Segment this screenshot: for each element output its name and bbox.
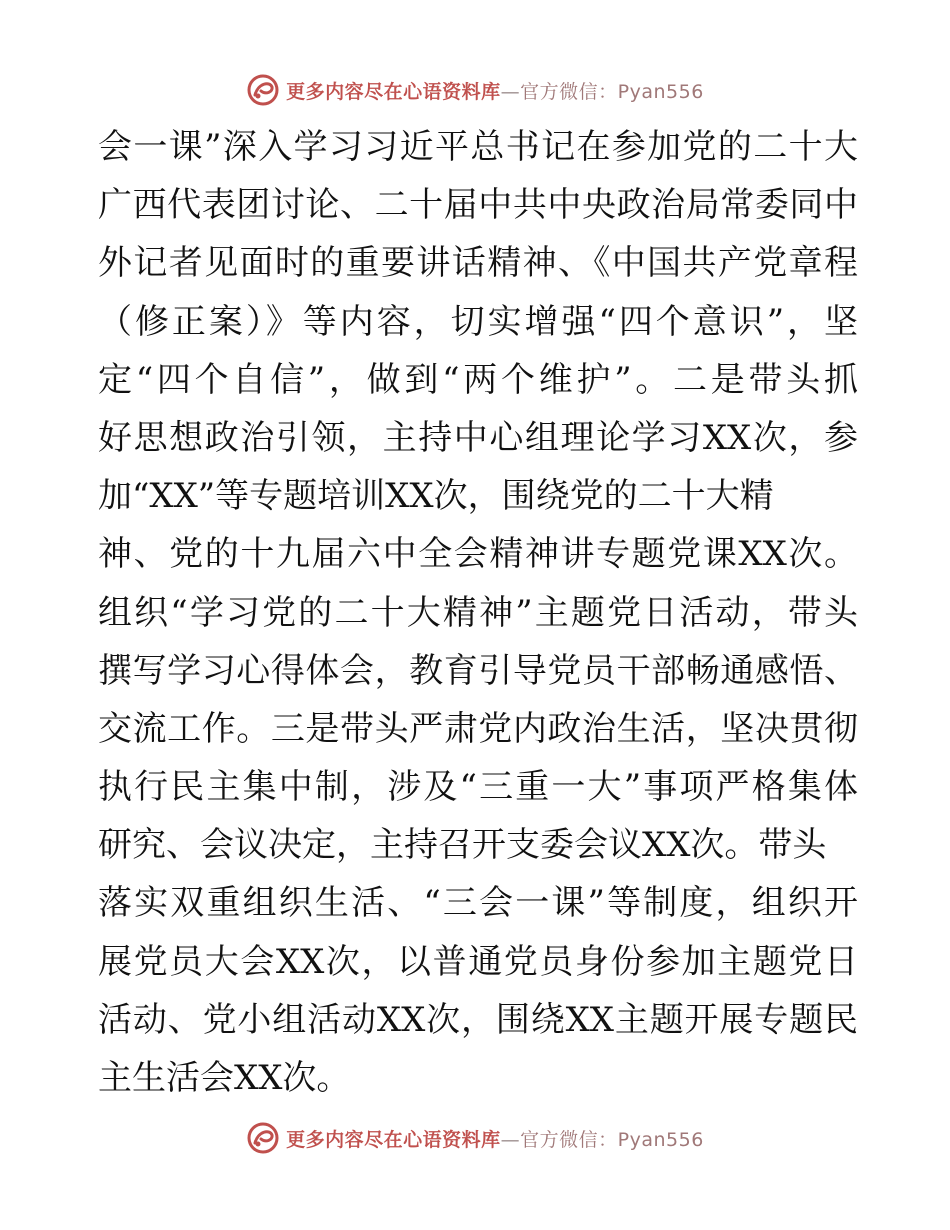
text-line: 落实双重组织生活、“三会一课”等制度，组织开 bbox=[98, 883, 858, 924]
text-line: 组织“学习党的二十大精神”主题党日活动，带头 bbox=[98, 592, 858, 633]
text-line: 定“四个自信”，做到“两个维护”。二是带头抓 bbox=[98, 359, 858, 400]
text-line: 展党员大会XX次，以普通党员身份参加主题党日 bbox=[98, 941, 858, 982]
text-line: 执行民主集中制，涉及“三重一大”事项严格集体 bbox=[98, 767, 858, 808]
banner-contact: 官方微信：Pyan556 bbox=[520, 1128, 704, 1151]
text-line: 交流工作。三是带头严肃党内政治生活，坚决贯彻 bbox=[98, 708, 858, 749]
banner-brand: 更多内容尽在心语资料库 bbox=[286, 1128, 501, 1151]
text-line: 加“XX”等专题培训XX次，围绕党的二十大精 bbox=[98, 476, 774, 517]
text-line: 撰写学习心得体会，教育引导党员干部畅通感悟、 bbox=[98, 650, 858, 691]
document-body bbox=[98, 118, 858, 1107]
text-line: 好思想政治引领，主持中心组理论学习XX次，参 bbox=[98, 417, 858, 458]
text-line: 主生活会XX次。 bbox=[98, 1058, 351, 1098]
banner-separator: — bbox=[500, 80, 521, 103]
text-line: 广西代表团讨论、二十届中共中央政治局常委同中 bbox=[98, 185, 858, 226]
header-banner bbox=[0, 70, 950, 110]
banner-text bbox=[286, 77, 704, 104]
text-line: 神、党的十九届六中全会精神讲专题党课XX次。 bbox=[98, 534, 858, 575]
text-line: 外记者见面时的重要讲话精神、《中国共产党章程 bbox=[98, 243, 858, 284]
text-line: （修正案）》等内容，切实增强“四个意识”，坚 bbox=[98, 301, 858, 342]
swirl-logo-icon bbox=[246, 1121, 280, 1155]
text-line: 会一课”深入学习习近平总书记在参加党的二十大 bbox=[98, 127, 858, 167]
banner-separator: — bbox=[500, 1128, 521, 1151]
text-line: 活动、党小组活动XX次，围绕XX主题开展专题民 bbox=[98, 999, 858, 1040]
banner-brand: 更多内容尽在心语资料库 bbox=[286, 80, 501, 103]
text-line: 研究、会议决定，主持召开支委会议XX次。带头 bbox=[98, 825, 827, 866]
footer-banner bbox=[0, 1118, 950, 1158]
banner-text bbox=[286, 1125, 704, 1152]
swirl-logo-icon bbox=[246, 73, 280, 107]
banner-contact: 官方微信：Pyan556 bbox=[520, 80, 704, 103]
